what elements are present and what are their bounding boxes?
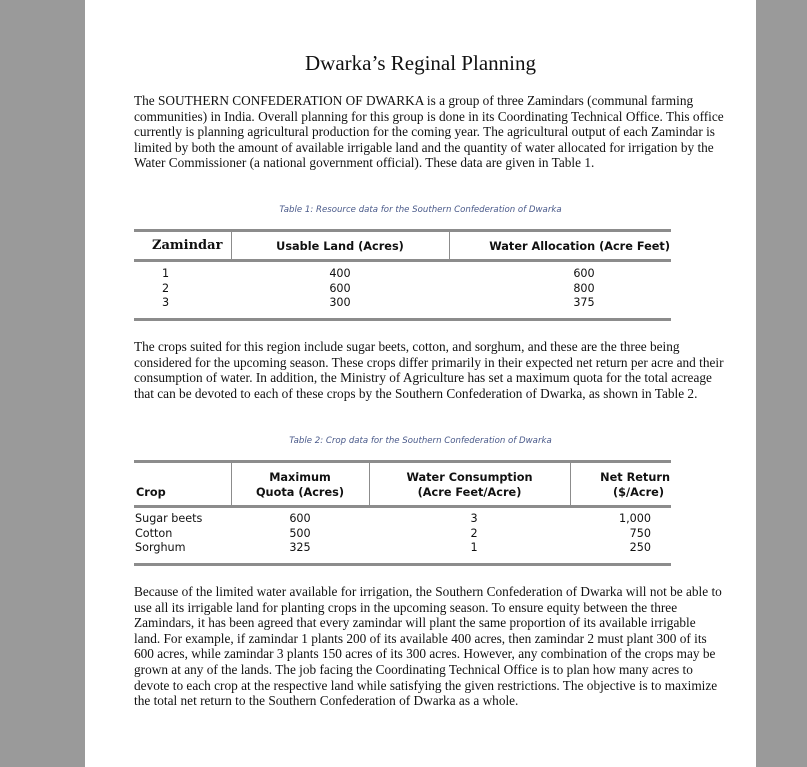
table-cell: 3	[470, 512, 478, 525]
table-cell: Sorghum	[135, 541, 186, 555]
table-cell: 250	[629, 541, 651, 555]
table-cell: 600	[289, 512, 311, 525]
table-bottom-rule	[134, 563, 671, 566]
table2-caption: Table 2: Crop data for the Southern Confederation of Dwarka	[289, 436, 552, 446]
table1-header-land: Usable Land (Acres)	[276, 240, 404, 253]
table-cell: 600	[573, 267, 595, 280]
table2-header-crop: Crop	[136, 486, 166, 499]
document-page	[85, 0, 756, 767]
table-cell: 3	[162, 296, 170, 310]
table2-header-water-line2: (Acre Feet/Acre)	[417, 486, 522, 499]
table1-header-water: Water Allocation (Acre Feet)	[489, 240, 670, 253]
table-cell: 325	[289, 541, 311, 555]
table-cell: Sugar beets	[135, 512, 203, 525]
table-cell: 750	[629, 526, 651, 540]
table-bottom-rule	[134, 318, 671, 321]
table-header-rule	[134, 259, 671, 262]
table-cell: Cotton	[135, 526, 173, 540]
table-cell: 375	[573, 296, 595, 310]
document-title: Dwarka’s Reginal Planning	[305, 51, 536, 75]
table-cell: 800	[573, 281, 595, 295]
crop-table	[134, 460, 671, 568]
table2-header-water-line1: Water Consumption	[406, 471, 533, 484]
table-cell: 300	[329, 296, 351, 310]
intro-paragraph: The SOUTHERN CONFEDERATION OF DWARKA is a group of three Zamindars (communal farming communities) in India. Overall planning for this group is done in its Coordinating Technical Office. This office currently is planning agricultural production for the coming year. The agricultural output of each Zamindar is limited by both the amount of available irrigable land and the quantity of water allocated for irrigation by the Water Commissioner (a national government official). These data are given in Table 1.	[134, 93, 724, 171]
table-cell: 400	[329, 267, 351, 280]
table-cell: 1,000	[618, 512, 651, 525]
table2-header-return-line2: ($/Acre)	[613, 486, 664, 499]
restrictions-paragraph: Because of the limited water available for irrigation, the Southern Confederation of Dwarka will not be able to use all its irrigable land for planting crops in the upcoming season. To ensure equity between the three Zamindars, it has been agreed that every zamindar will plant the same proportion of its available irrigable land. For example, if zamindar 1 plants 200 of its available 400 acres, then zamindar 2 must plant 300 of its 600 acres, while zamindar 3 plants 150 acres of its 300 acres. However, any combination of the crops may be grown at any of the lands. The job facing the Coordinating Technical Office is to plan how many acres to devote to each crop at the respective land while satisfying the given restrictions. The objective is to maximize the total net return to the Southern Confederation of Dwarka as a whole.	[134, 584, 722, 709]
table1-header-zamindar: Zamindar	[152, 238, 223, 253]
table-cell: 1	[162, 267, 170, 280]
table-header-rule	[134, 505, 671, 508]
table-cell: 2	[470, 526, 478, 540]
table-cell: 1	[470, 541, 478, 555]
table1-caption: Table 1: Resource data for the Southern Confederation of Dwarka	[279, 205, 562, 215]
table-cell: 500	[289, 526, 311, 540]
table-cell: 600	[329, 281, 351, 295]
resource-table	[134, 229, 671, 322]
table2-header-quota-line1: Maximum	[269, 471, 331, 484]
table-cell: 2	[162, 281, 170, 295]
crops-paragraph: The crops suited for this region include sugar beets, cotton, and sorghum, and these are the three being considered for the upcoming season. These crops differ primarily in their expected net return per acre and their consumption of water. In addition, the Ministry of Agriculture has set a maximum quota for the total acreage that can be devoted to each of these crops by the Southern Confederation of Dwarka, as shown in Table 2.	[134, 339, 724, 401]
table-top-rule	[134, 229, 671, 232]
table2-header-return-line1: Net Return	[600, 471, 670, 484]
table2-header-quota-line2: Quota (Acres)	[255, 486, 345, 499]
table-top-rule	[134, 460, 671, 463]
